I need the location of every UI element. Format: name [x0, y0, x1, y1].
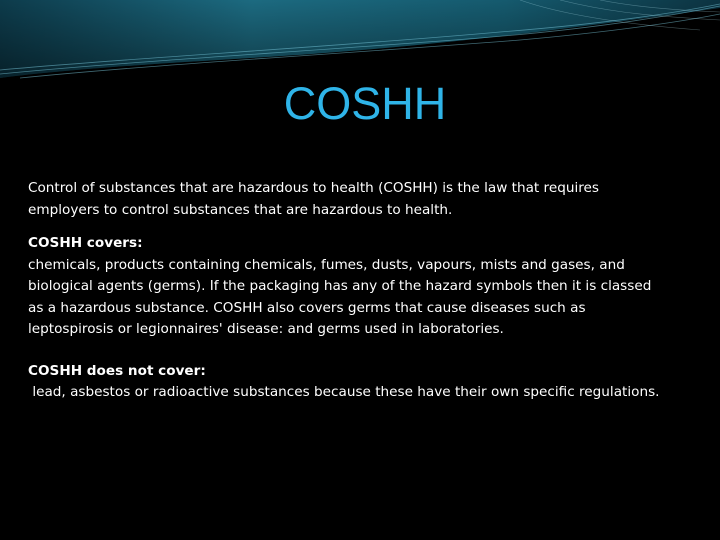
covers-heading: COSHH covers:	[28, 235, 143, 251]
slide-body	[28, 178, 668, 404]
slide-title: COSHH	[283, 78, 447, 129]
covers-paragraph	[28, 233, 668, 341]
not-cover-heading: COSHH does not cover:	[28, 362, 206, 379]
not-cover-text: lead, asbestos or radioactive substances because these have their own specific regulations.	[28, 384, 660, 400]
intro-paragraph: Control of substances that are hazardous to health (COSHH) is the law that requires employers to control substances that are hazardous to health.	[28, 180, 599, 218]
covers-text: chemicals, products containing chemicals, fumes, dusts, vapours, mists and gases, and biological agents (germs). If the packaging has any of the hazard symbols then it is classed as a hazardous substance. COSHH also covers germs that cause diseases such as leptospirosis or legionnaires' disease: and germs used in laboratories.	[28, 256, 652, 337]
not-cover-paragraph	[28, 361, 668, 404]
